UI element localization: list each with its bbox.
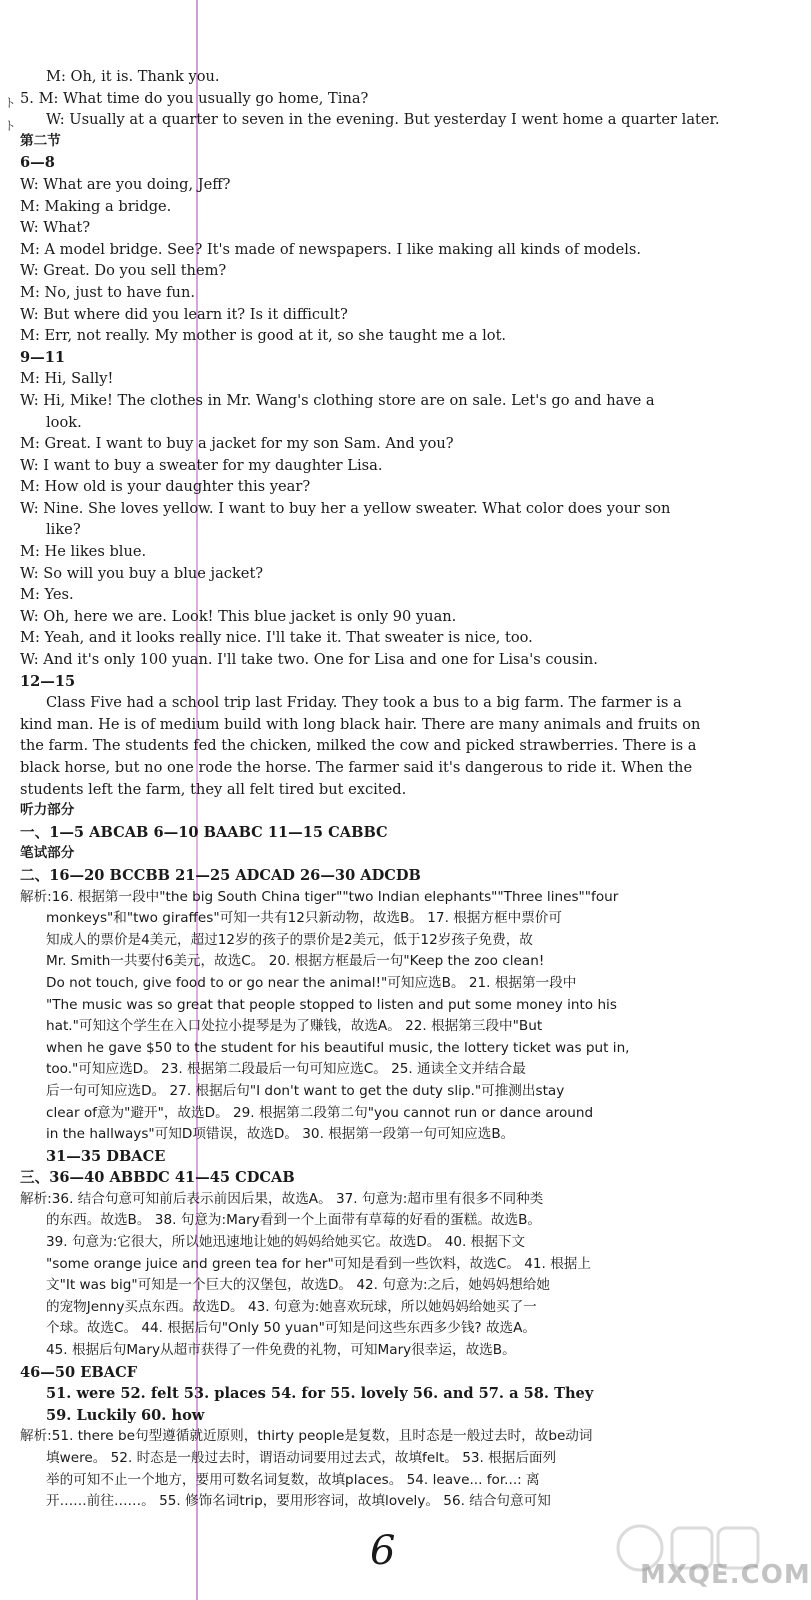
text-line: 45. 根据后句Mary从超市获得了一件免费的礼物，可知Mary很幸运，故选B。 xyxy=(46,1342,516,1359)
text-line: M: He likes blue. xyxy=(20,543,147,561)
text-line: M: Hi, Sally! xyxy=(20,370,114,388)
text-line: look. xyxy=(46,413,82,431)
text-line: 听力部分 xyxy=(20,802,75,819)
text-line: Mr. Smith一共要付6美元，故选C。 20. 根据方框最后一句"Keep the zoo clean! xyxy=(46,953,545,970)
text-line: 笔试部分 xyxy=(20,845,75,862)
text-line: 51. were 52. felt 53. places 54. for 55. lovely 56. and 57. a 58. They xyxy=(46,1385,594,1403)
text-line: 59. Luckily 60. how xyxy=(46,1406,205,1424)
text-line: monkeys"和"two giraffes"可知一共有12只新动物，故选B。 17. 根据方框中票价可 xyxy=(46,910,562,927)
answer-key-text-block xyxy=(20,66,770,1513)
text-line: 12—15 xyxy=(20,672,76,690)
watermark-text: MXQE.COM xyxy=(640,1560,811,1590)
text-line: M: Yeah, and it looks really nice. I'll take it. That sweater is nice, too. xyxy=(20,629,533,647)
text-line: 39. 句意为:它很大，所以她迅速地让她的妈妈给她买它。故选D。 40. 根据下文 xyxy=(46,1234,526,1251)
text-line: 第二节 xyxy=(20,132,61,149)
text-line: black horse, but no one rode the horse. The farmer said it's dangerous to ride it. When the xyxy=(20,759,693,776)
text-line: too."可知应选D。 23. 根据第二段最后一句可知应选C。 25. 通读全文并结合最 xyxy=(46,1061,526,1078)
text-line: W: Oh, here we are. Look! This blue jacket is only 90 yuan. xyxy=(20,607,457,625)
text-line: kind man. He is of medium build with long black hair. There are many animals and fruits on xyxy=(20,715,701,733)
margin-tick-mark: ト xyxy=(4,96,17,110)
text-line: hat."可知这个学生在入口处拉小提琴是为了赚钱，故选A。 22. 根据第三段中"But xyxy=(46,1018,543,1035)
text-line: "The music was so great that people stopped to listen and put some money into his xyxy=(46,996,617,1013)
text-line: 个球。故选C。 44. 根据后句"Only 50 yuan"可知是问这些东西多少钱? 故选A。 xyxy=(46,1320,537,1337)
text-line: W: And it's only 100 yuan. I'll take two. One for Lisa and one for Lisa's cousin. xyxy=(20,651,598,669)
text-line: 三、36—40 ABBDC 41—45 CDCAB xyxy=(20,1169,295,1187)
text-line: M: Err, not really. My mother is good at it, so she taught me a lot. xyxy=(20,327,507,345)
text-line: 9—11 xyxy=(20,348,66,366)
text-line: M: A model bridge. See? It's made of newspapers. I like making all kinds of models. xyxy=(20,240,642,258)
text-line: students left the farm, they all felt tired but excited. xyxy=(20,780,407,798)
text-line: 一、1—5 ABCAB 6—10 BAABC 11—15 CABBC xyxy=(20,823,388,841)
text-line: W: What are you doing, Jeff? xyxy=(20,175,231,193)
text-line: W: Nine. She loves yellow. I want to buy her a yellow sweater. What color does your son xyxy=(20,499,671,517)
text-line: the farm. The students fed the chicken, milked the cow and picked strawberries. There is a xyxy=(20,737,697,755)
text-line: W: Hi, Mike! The clothes in Mr. Wang's clothing store are on sale. Let's go and have a xyxy=(20,391,655,409)
text-line: W: Great. Do you sell them? xyxy=(20,262,227,280)
text-line: "some orange juice and green tea for her"可知是看到一些饮料，故选C。 41. 根据上 xyxy=(46,1255,591,1272)
text-line: M: Yes. xyxy=(20,586,74,604)
text-line: 的宠物Jenny买点东西。故选D。 43. 句意为:她喜欢玩球，所以她妈妈给她买了一 xyxy=(46,1298,537,1315)
text-line: Do not touch, give food to or go near the animal!"可知应选B。 21. 根据第一段中 xyxy=(46,974,577,991)
text-line: 46—50 EBACF xyxy=(20,1363,138,1381)
text-line: W: So will you buy a blue jacket? xyxy=(20,564,264,582)
text-line: 解析:51. there be句型遵循就近原则，thirty people是复数，且时态是一般过去时，故be动词 xyxy=(20,1428,593,1445)
text-line: 5. M: What time do you usually go home, Tina? xyxy=(20,89,369,107)
text-line: M: Oh, it is. Thank you. xyxy=(46,68,220,85)
text-line: M: How old is your daughter this year? xyxy=(20,478,311,496)
text-line: W: But where did you learn it? Is it difficult? xyxy=(20,305,348,323)
text-line: 解析:16. 根据第一段中"the big South China tiger""two Indian elephants""Three lines""four xyxy=(20,888,619,905)
text-line: Class Five had a school trip last Friday. They took a bus to a big farm. The farmer is a xyxy=(46,694,682,712)
text-line: 的东西。故选B。 38. 句意为:Mary看到一个上面带有草莓的好看的蛋糕。故选B。 xyxy=(46,1212,541,1229)
text-line: 知成人的票价是4美元，超过12岁的孩子的票价是2美元，低于12岁孩子免费，故 xyxy=(46,931,533,948)
text-line: 后一句可知应选D。 27. 根据后句"I don't want to get the duty slip."可推测出stay xyxy=(46,1082,565,1099)
margin-tick-mark: ト xyxy=(4,119,17,133)
text-line: W: What? xyxy=(20,219,91,237)
text-line: 6—8 xyxy=(20,154,55,172)
text-line: when he gave $50 to the student for his beautiful music, the lottery ticket was put in, xyxy=(46,1039,630,1056)
text-line: 填were。 52. 时态是一般过去时，谓语动词要用过去式，故填felt。 53. 根据后面列 xyxy=(46,1450,557,1466)
text-line: M: Making a bridge. xyxy=(20,197,172,215)
page-number: 6 xyxy=(370,1528,396,1574)
text-line: 解析:36. 结合句意可知前后表示前因后果，故选A。 37. 句意为:超市里有很多不同种类 xyxy=(20,1190,544,1207)
text-line: 开……前往……。 55. 修饰名词trip，要用形容词，故填lovely。 56. 结合句意可知 xyxy=(46,1493,551,1510)
text-line: W: I want to buy a sweater for my daughter Lisa. xyxy=(20,456,383,474)
text-line: 31—35 DBACE xyxy=(46,1147,166,1165)
text-line: 举的可知不止一个地方，要用可数名词复数，故填places。 54. leave... for...: 离 xyxy=(46,1471,540,1488)
text-line: 二、16—20 BCCBB 21—25 ADCAD 26—30 ADCDB xyxy=(20,866,421,884)
text-line: 文"It was big"可知是一个巨大的汉堡包，故选D。 42. 句意为:之后，她妈妈想给她 xyxy=(46,1277,550,1294)
text-line: M: No, just to have fun. xyxy=(20,283,195,301)
text-line: like? xyxy=(46,521,81,539)
text-line: in the hallways"可知D项错误，故选D。 30. 根据第一段第一句可知应选B。 xyxy=(46,1126,515,1143)
text-line: M: Great. I want to buy a jacket for my son Sam. And you? xyxy=(20,435,454,453)
text-line: W: Usually at a quarter to seven in the evening. But yesterday I went home a quarter later. xyxy=(46,111,720,129)
text-line: clear of意为"避开"，故选D。 29. 根据第二段第二句"you cannot run or dance around xyxy=(46,1104,594,1121)
